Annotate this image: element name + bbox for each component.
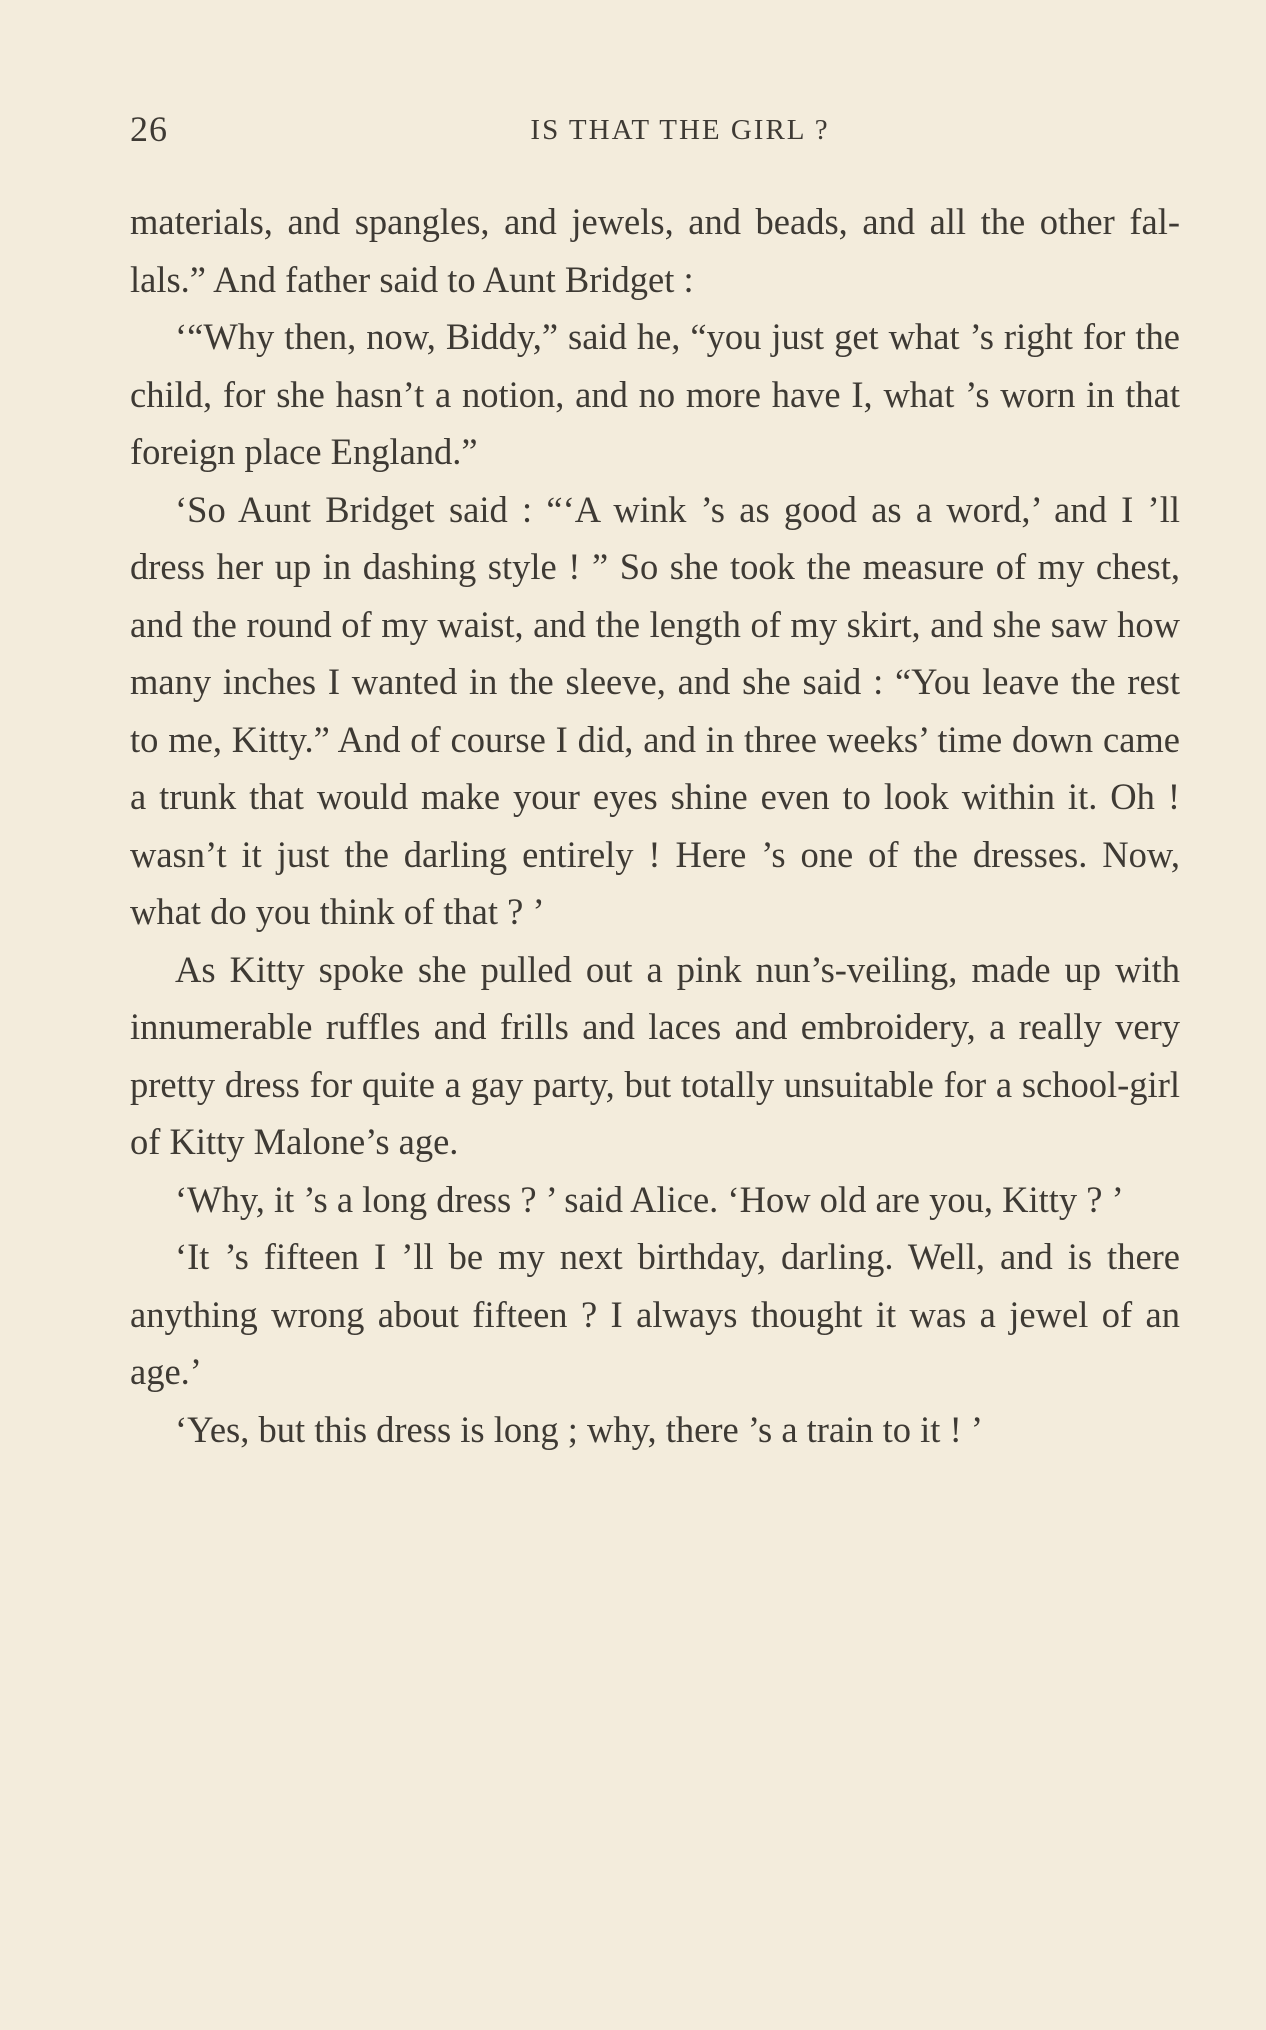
paragraph: As Kitty spoke she pulled out a pink nun’s-veiling, made up with innumerable ruffles and frills and laces and embroidery, a really very pretty dress for quite a gay party, but totally unsuitable for a school-girl of Kitty Malone’s age.: [130, 948, 1180, 1162]
body-text: [130, 193, 1180, 1458]
running-head: [130, 108, 1180, 158]
page-number: 26: [130, 109, 168, 149]
paragraph: ‘It ’s fifteen I ’ll be my next birthday, darling. Well, and is there anything wrong about fifteen ? I always thought it was a jewel of an age.’: [130, 1236, 1180, 1392]
paragraph: materials, and spangles, and jewels, and beads, and all the other fal-lals.” And father said to Aunt Bridget :: [130, 201, 1180, 300]
paragraph: ‘“Why then, now, Biddy,” said he, “you just get what ’s right for the child, for she hasn’t a notion, and no more have I, what ’s worn in that foreign place England.”: [130, 316, 1180, 472]
paragraph: ‘So Aunt Bridget said : “‘A wink ’s as good as a word,’ and I ’ll dress her up in dashing style ! ” So she took the measure of my chest, and the round of my waist, and the length of my skirt, and she saw how many inches I wanted in the sleeve, and she said : “You leave the rest to me, Kitty.” And of course I did, and in three weeks’ time down came a trunk that would make your eyes shine even to look within it. Oh ! wasn’t it just the darling entirely ! Here ’s one of the dresses. Now, what do you think of that ? ’: [130, 488, 1180, 932]
paragraph: ‘Yes, but this dress is long ; why, there ’s a train to it ! ’: [175, 1408, 984, 1450]
paragraph: ‘Why, it ’s a long dress ? ’ said Alice. ‘How old are you, Kitty ? ’: [175, 1178, 1124, 1220]
running-title: IS THAT THE GIRL ?: [530, 114, 830, 146]
